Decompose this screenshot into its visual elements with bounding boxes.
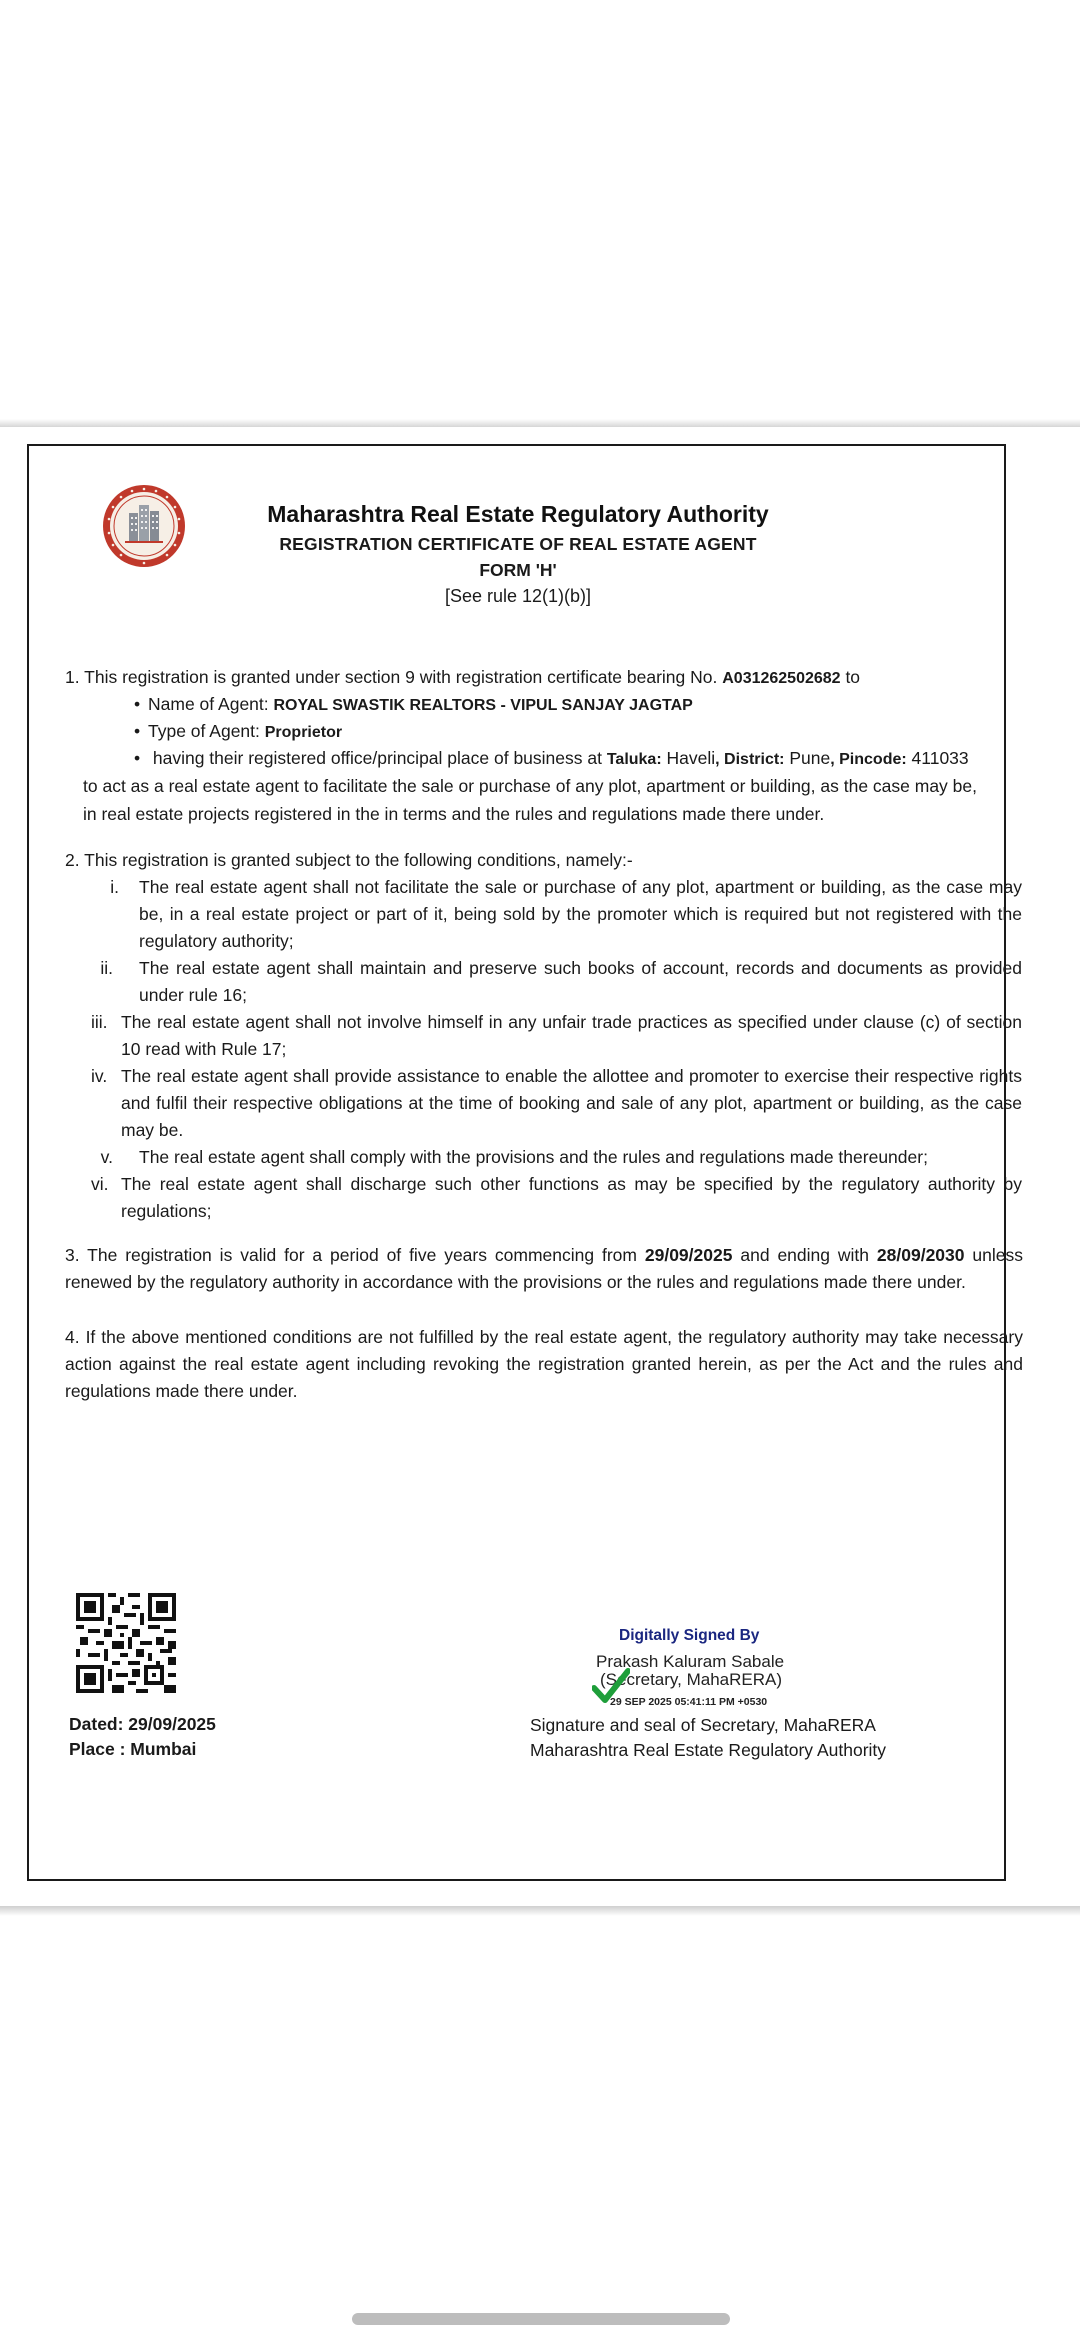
- condition-iii: iii. The real estate agent shall not involve himself in any unfair trade practices as specified under clause (c) of section 10 read with Rule 17;: [91, 1012, 1022, 1059]
- viewer-bottom-shadow: [0, 1906, 1080, 1916]
- rule-reference: [See rule 12(1)(b)]: [444, 586, 592, 606]
- agent-name: ROYAL SWASTIK REALTORS - VIPUL SANJAY JAGTAP: [273, 697, 693, 714]
- section-1-tail-2: in real estate projects registered in the in terms and the rules and regulations made there under.: [83, 804, 825, 824]
- condition-v: v. The real estate agent shall comply with the provisions and the rules and regulations made thereunder;: [100, 1147, 928, 1167]
- digitally-signed-by: Digitally Signed By: [619, 1627, 760, 1644]
- validity-start-date: 29/09/2025: [644, 1245, 733, 1265]
- section-1-tail-1: to act as a real estate agent to facilitate the sale or purchase of any plot, apartment or building, as the case may be,: [83, 776, 977, 796]
- condition-vi: vi. The real estate agent shall discharge such other functions as may be specified by the regulatory authority by regulations;: [91, 1174, 1022, 1221]
- condition-i: i. The real estate agent shall not facilitate the sale or purchase of any plot, apartment or building, as the case may be, in a real estate project or part of it, being sold by the promoter which is required but not registered with the regulatory authority;: [110, 877, 1022, 951]
- dated-label: Dated: 29/09/2025: [69, 1714, 216, 1734]
- signer-role: (Secretary, MahaRERA): [600, 1670, 783, 1689]
- certificate-frame: [27, 444, 1023, 1881]
- bullet-agent-name: • Name of Agent: ROYAL SWASTIK REALTORS - VIPUL SANJAY JAGTAP: [134, 694, 693, 714]
- form-label: FORM 'H': [479, 560, 557, 580]
- certificate-title: REGISTRATION CERTIFICATE OF REAL ESTATE AGENT: [279, 534, 757, 554]
- home-indicator[interactable]: [352, 2313, 730, 2325]
- section-3-validity: 3. The registration is valid for a period of five years commencing from 29/09/2025 and ending with 28/09/2030 unless renewed by the regulatory authority in accordance with the provisions or the rules and regulations made there under.: [65, 1245, 1023, 1292]
- section-2-lead: 2. This registration is granted subject to the following conditions, namely:-: [65, 850, 633, 870]
- signature-caption-2: Maharashtra Real Estate Regulatory Authority: [530, 1740, 887, 1760]
- section-4-conditions: 4. If the above mentioned conditions are not fulfilled by the real estate agent, the regulatory authority may take necessary action against the real estate agent including revoking the registration granted herein, as per the Act and the rules and regulations made there under.: [65, 1327, 1023, 1401]
- bullet-agent-type: • Type of Agent: Proprietor: [134, 721, 343, 741]
- condition-ii: ii. The real estate agent shall maintain and preserve such books of account, records and documents as provided under rule 16;: [100, 958, 1022, 1005]
- section-1-lead: 1. This registration is granted under section 9 with registration certificate bearing No. A031262502682 to: [65, 667, 861, 687]
- viewer-top-shadow: [0, 419, 1080, 427]
- registration-number: A031262502682: [722, 670, 841, 687]
- condition-iv: iv. The real estate agent shall provide assistance to enable the allottee and promoter to exercise their respective rights and fulfil their respective obligations at the time of booking and sale of any plot, apartment or building, as the case may be.: [91, 1066, 1022, 1140]
- signature-caption-1: Signature and seal of Secretary, MahaRERA: [530, 1715, 876, 1735]
- validity-end-date: 28/09/2030: [876, 1245, 965, 1265]
- authority-title: Maharashtra Real Estate Regulatory Authority: [267, 501, 769, 527]
- signer-name: Prakash Kaluram Sabale: [596, 1652, 785, 1671]
- bullet-office-address: • having their registered office/principal place of business at Taluka: Haveli, District: Pune, Pincode: 411033: [134, 748, 969, 768]
- place-label: Place : Mumbai: [69, 1739, 197, 1759]
- signed-timestamp: 29 SEP 2025 05:41:11 PM +0530: [610, 1696, 768, 1708]
- agent-type: Proprietor: [264, 724, 343, 741]
- qr-code[interactable]: [76, 1593, 176, 1693]
